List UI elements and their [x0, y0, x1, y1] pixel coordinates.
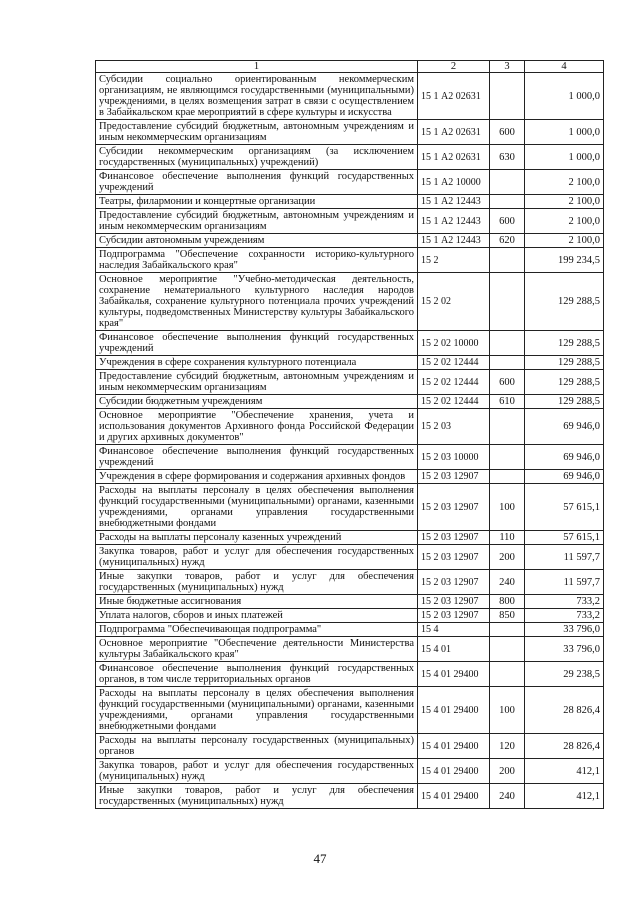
row-amount-cell: 11 597,7	[525, 545, 604, 570]
row-vr-cell: 120	[490, 734, 525, 759]
row-amount-cell: 129 288,5	[525, 370, 604, 395]
table-row	[96, 248, 604, 273]
row-vr-cell	[490, 331, 525, 356]
row-amount-cell: 129 288,5	[525, 395, 604, 409]
table-row	[96, 784, 604, 809]
row-name-cell: Субсидии социально ориентированным некоммерческим организациям, не являющимся государственными (муниципальными) учреждениями, в целях возмещения затрат в связи с осуществлением в Забайкальском крае мероприятий в сфере культуры и искусства	[96, 73, 418, 120]
row-vr-cell	[490, 470, 525, 484]
row-vr-cell	[490, 409, 525, 445]
row-code-cell: 15 2 03	[418, 409, 490, 445]
row-code-cell: 15 1 А2 10000	[418, 170, 490, 195]
row-vr-cell: 600	[490, 120, 525, 145]
row-amount-cell: 412,1	[525, 759, 604, 784]
row-vr-cell	[490, 662, 525, 687]
row-name-cell: Предоставление субсидий бюджетным, автономным учреждениям и иным некоммерческим организациям	[96, 370, 418, 395]
row-vr-cell: 600	[490, 209, 525, 234]
row-amount-cell: 1 000,0	[525, 73, 604, 120]
table-row	[96, 145, 604, 170]
column-header: 1	[96, 61, 418, 73]
table-row	[96, 209, 604, 234]
table-row	[96, 484, 604, 531]
row-vr-cell: 110	[490, 531, 525, 545]
table-row	[96, 273, 604, 331]
table-row	[96, 662, 604, 687]
row-amount-cell: 33 796,0	[525, 637, 604, 662]
row-amount-cell: 57 615,1	[525, 484, 604, 531]
table-row	[96, 170, 604, 195]
row-vr-cell: 610	[490, 395, 525, 409]
row-code-cell: 15 2 03 12907	[418, 470, 490, 484]
table-header-row	[96, 61, 604, 73]
row-vr-cell: 600	[490, 370, 525, 395]
table-row	[96, 637, 604, 662]
table-row	[96, 531, 604, 545]
row-code-cell: 15 2 03 12907	[418, 609, 490, 623]
row-amount-cell: 69 946,0	[525, 409, 604, 445]
row-amount-cell: 1 000,0	[525, 145, 604, 170]
row-code-cell: 15 4 01 29400	[418, 784, 490, 809]
table-row	[96, 595, 604, 609]
row-name-cell: Субсидии автономным учреждениям	[96, 234, 418, 248]
row-name-cell: Закупка товаров, работ и услуг для обеспечения государственных (муниципальных) нужд	[96, 759, 418, 784]
row-amount-cell: 28 826,4	[525, 687, 604, 734]
row-vr-cell	[490, 170, 525, 195]
budget-table	[95, 60, 604, 809]
row-code-cell: 15 2 02 12444	[418, 356, 490, 370]
row-vr-cell	[490, 73, 525, 120]
row-name-cell: Финансовое обеспечение выполнения функций государственных органов, в том числе территориальных органов	[96, 662, 418, 687]
row-amount-cell: 2 100,0	[525, 195, 604, 209]
row-amount-cell: 69 946,0	[525, 445, 604, 470]
row-code-cell: 15 4 01	[418, 637, 490, 662]
table-row	[96, 570, 604, 595]
table-row	[96, 445, 604, 470]
table-row	[96, 195, 604, 209]
table-row	[96, 623, 604, 637]
row-amount-cell: 29 238,5	[525, 662, 604, 687]
row-code-cell: 15 1 А2 12443	[418, 209, 490, 234]
table-row	[96, 470, 604, 484]
row-vr-cell: 240	[490, 570, 525, 595]
row-name-cell: Подпрограмма "Обеспечение сохранности историко-культурного наследия Забайкальского края"	[96, 248, 418, 273]
table-row	[96, 234, 604, 248]
row-vr-cell	[490, 623, 525, 637]
row-code-cell: 15 4	[418, 623, 490, 637]
row-name-cell: Предоставление субсидий бюджетным, автономным учреждениям и иным некоммерческим организациям	[96, 209, 418, 234]
column-header: 2	[418, 61, 490, 73]
table-row	[96, 73, 604, 120]
row-code-cell: 15 4 01 29400	[418, 734, 490, 759]
row-amount-cell: 1 000,0	[525, 120, 604, 145]
row-name-cell: Основное мероприятие "Обеспечение хранения, учета и использования документов Архивного фонда Российской Федерации и других архивных документов"	[96, 409, 418, 445]
table-row	[96, 609, 604, 623]
row-vr-cell: 850	[490, 609, 525, 623]
row-vr-cell: 800	[490, 595, 525, 609]
row-amount-cell: 2 100,0	[525, 209, 604, 234]
column-header: 3	[490, 61, 525, 73]
row-name-cell: Расходы на выплаты персоналу в целях обеспечения выполнения функций государственными (муниципальными) органами, казенными учреждениями, органами управления государственными внебюджетными фондами	[96, 687, 418, 734]
row-code-cell: 15 2 03 12907	[418, 545, 490, 570]
row-amount-cell: 412,1	[525, 784, 604, 809]
row-name-cell: Учреждения в сфере формирования и содержания архивных фондов	[96, 470, 418, 484]
row-code-cell: 15 4 01 29400	[418, 687, 490, 734]
row-code-cell: 15 1 А2 02631	[418, 120, 490, 145]
row-amount-cell: 11 597,7	[525, 570, 604, 595]
row-code-cell: 15 4 01 29400	[418, 759, 490, 784]
row-amount-cell: 733,2	[525, 595, 604, 609]
row-name-cell: Иные закупки товаров, работ и услуг для обеспечения государственных (муниципальных) нужд	[96, 570, 418, 595]
row-amount-cell: 2 100,0	[525, 234, 604, 248]
row-name-cell: Предоставление субсидий бюджетным, автономным учреждениям и иным некоммерческим организациям	[96, 120, 418, 145]
row-amount-cell: 28 826,4	[525, 734, 604, 759]
row-amount-cell: 129 288,5	[525, 273, 604, 331]
row-vr-cell: 100	[490, 484, 525, 531]
row-code-cell: 15 2 03 10000	[418, 445, 490, 470]
row-name-cell: Расходы на выплаты персоналу в целях обеспечения выполнения функций государственными (муниципальными) органами, казенными учреждениями, органами управления государственными внебюджетными фондами	[96, 484, 418, 531]
row-amount-cell: 129 288,5	[525, 331, 604, 356]
row-code-cell: 15 2 02	[418, 273, 490, 331]
row-vr-cell: 200	[490, 545, 525, 570]
table-row	[96, 395, 604, 409]
row-name-cell: Подпрограмма "Обеспечивающая подпрограмма"	[96, 623, 418, 637]
row-code-cell: 15 2 02 12444	[418, 395, 490, 409]
row-vr-cell: 620	[490, 234, 525, 248]
table-row	[96, 370, 604, 395]
table-row	[96, 409, 604, 445]
table-row	[96, 734, 604, 759]
row-code-cell: 15 1 А2 02631	[418, 145, 490, 170]
row-name-cell: Финансовое обеспечение выполнения функций государственных учреждений	[96, 170, 418, 195]
row-amount-cell: 57 615,1	[525, 531, 604, 545]
row-name-cell: Расходы на выплаты персоналу государственных (муниципальных) органов	[96, 734, 418, 759]
row-amount-cell: 129 288,5	[525, 356, 604, 370]
row-code-cell: 15 2 03 12907	[418, 570, 490, 595]
row-vr-cell	[490, 273, 525, 331]
table-row	[96, 687, 604, 734]
row-code-cell: 15 2 03 12907	[418, 531, 490, 545]
row-name-cell: Финансовое обеспечение выполнения функций государственных учреждений	[96, 331, 418, 356]
row-vr-cell: 100	[490, 687, 525, 734]
row-name-cell: Закупка товаров, работ и услуг для обеспечения государственных (муниципальных) нужд	[96, 545, 418, 570]
row-name-cell: Учреждения в сфере сохранения культурного потенциала	[96, 356, 418, 370]
row-code-cell: 15 2	[418, 248, 490, 273]
row-name-cell: Театры, филармонии и концертные организации	[96, 195, 418, 209]
row-vr-cell	[490, 356, 525, 370]
row-amount-cell: 33 796,0	[525, 623, 604, 637]
row-vr-cell: 240	[490, 784, 525, 809]
table-row	[96, 331, 604, 356]
table-row	[96, 356, 604, 370]
row-amount-cell: 2 100,0	[525, 170, 604, 195]
row-name-cell: Уплата налогов, сборов и иных платежей	[96, 609, 418, 623]
row-code-cell: 15 2 03 12907	[418, 595, 490, 609]
row-code-cell: 15 4 01 29400	[418, 662, 490, 687]
table-row	[96, 759, 604, 784]
column-header: 4	[525, 61, 604, 73]
row-name-cell: Иные бюджетные ассигнования	[96, 595, 418, 609]
row-code-cell: 15 1 А2 12443	[418, 195, 490, 209]
row-name-cell: Субсидии некоммерческим организациям (за исключением государственных (муниципальных) учреждений)	[96, 145, 418, 170]
row-amount-cell: 69 946,0	[525, 470, 604, 484]
row-code-cell: 15 2 02 10000	[418, 331, 490, 356]
row-name-cell: Расходы на выплаты персоналу казенных учреждений	[96, 531, 418, 545]
row-code-cell: 15 1 А2 12443	[418, 234, 490, 248]
row-vr-cell	[490, 195, 525, 209]
row-amount-cell: 199 234,5	[525, 248, 604, 273]
table-row	[96, 545, 604, 570]
row-amount-cell: 733,2	[525, 609, 604, 623]
row-vr-cell	[490, 445, 525, 470]
row-name-cell: Основное мероприятие "Обеспечение деятельности Министерства культуры Забайкальского края"	[96, 637, 418, 662]
page-number: 47	[313, 851, 327, 866]
row-name-cell: Субсидии бюджетным учреждениям	[96, 395, 418, 409]
row-vr-cell	[490, 637, 525, 662]
row-name-cell: Иные закупки товаров, работ и услуг для обеспечения государственных (муниципальных) нужд	[96, 784, 418, 809]
row-vr-cell	[490, 248, 525, 273]
row-name-cell: Основное мероприятие "Учебно-методическая деятельность, сохранение нематериального культурного наследия народов Забайкалья, сохранение культурного потенциала прочих учреждений культуры, подведомственных Министерству культуры Забайкальского края"	[96, 273, 418, 331]
table-row	[96, 120, 604, 145]
row-code-cell: 15 1 А2 02631	[418, 73, 490, 120]
row-code-cell: 15 2 03 12907	[418, 484, 490, 531]
row-name-cell: Финансовое обеспечение выполнения функций государственных учреждений	[96, 445, 418, 470]
row-code-cell: 15 2 02 12444	[418, 370, 490, 395]
row-vr-cell: 200	[490, 759, 525, 784]
row-vr-cell: 630	[490, 145, 525, 170]
